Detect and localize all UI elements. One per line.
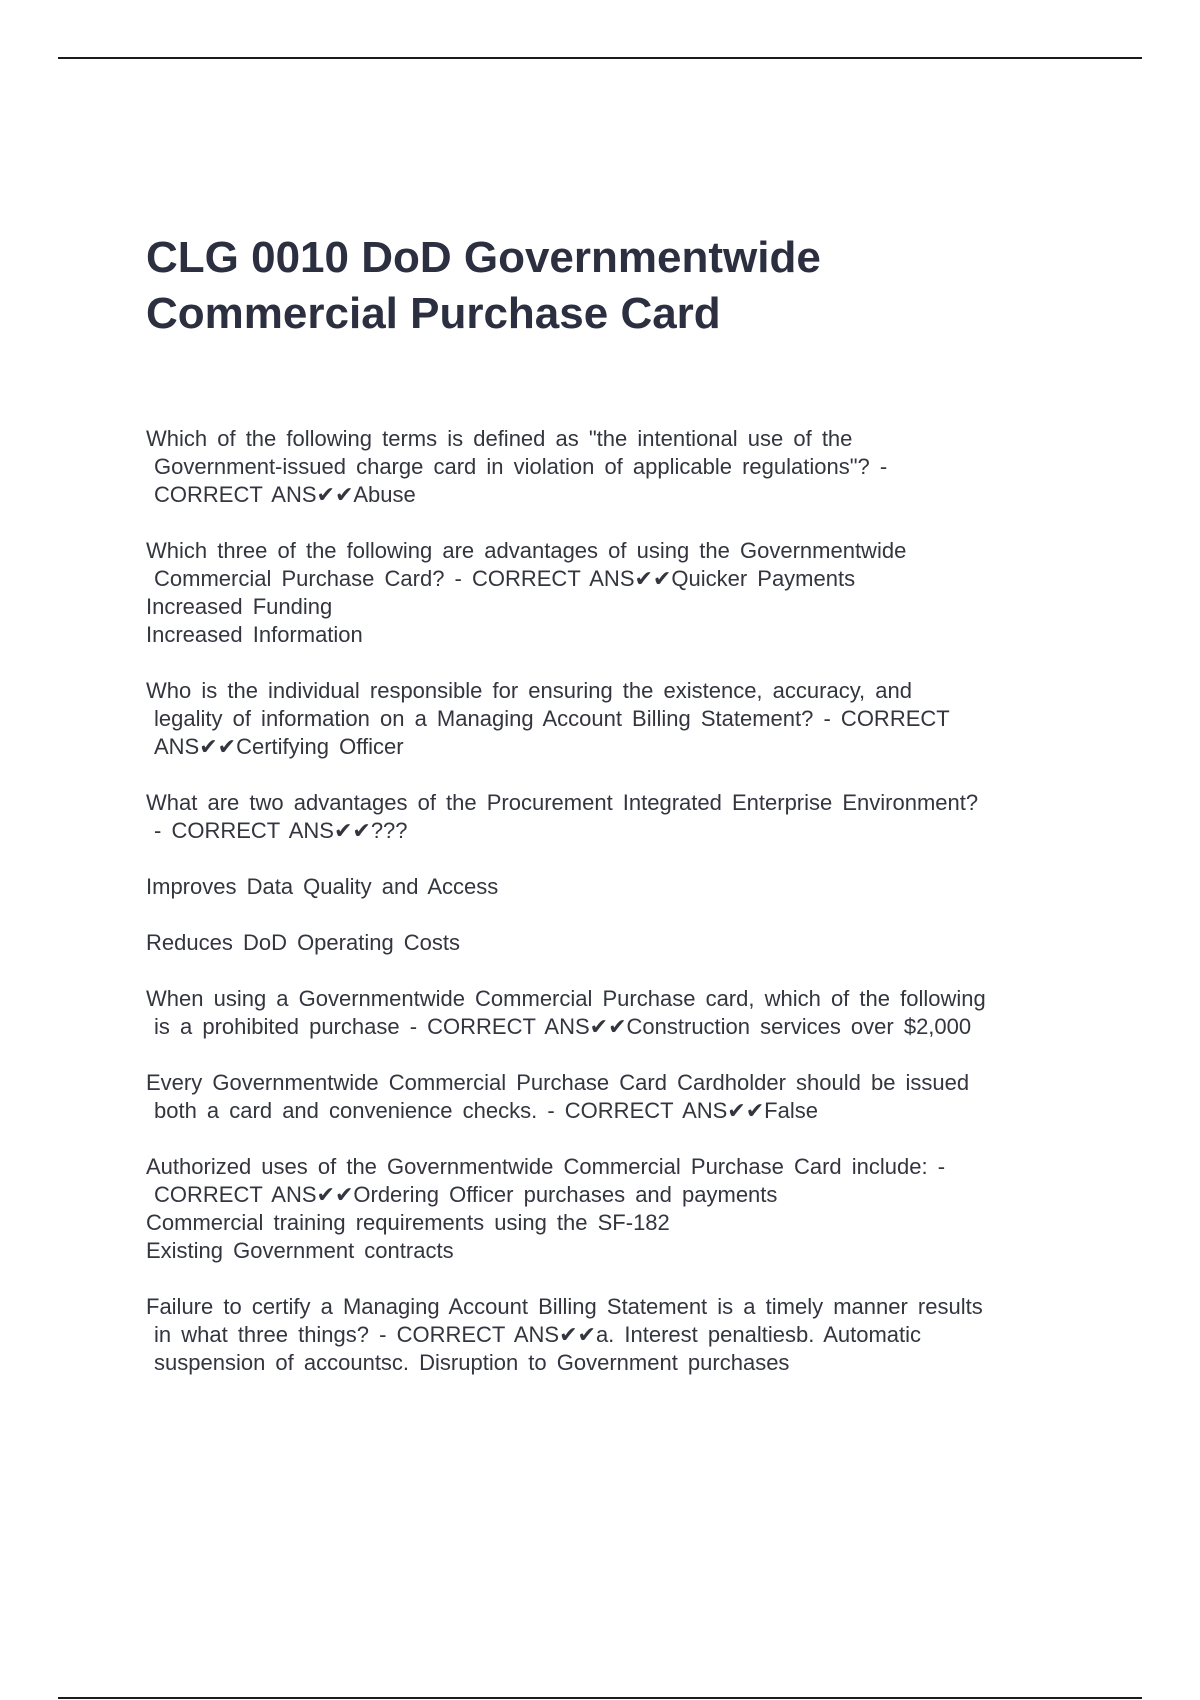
qa-line: Government-issued charge card in violation of applicable regulations"? - (154, 454, 888, 479)
qa-line: legality of information on a Managing Account Billing Statement? - CORRECT (154, 706, 950, 731)
qa-item-2 (146, 537, 1096, 649)
qa-line: CORRECT ANS✔✔Abuse (154, 482, 416, 507)
qa-line: What are two advantages of the Procurement Integrated Enterprise Environment? (146, 790, 979, 815)
document-title (146, 230, 1106, 342)
qa-line: Increased Information (146, 622, 363, 647)
qa-item-8 (146, 1069, 1096, 1125)
qa-line: When using a Governmentwide Commercial Purchase card, which of the following (146, 986, 986, 1011)
qa-line: ANS✔✔Certifying Officer (154, 734, 404, 759)
qa-line: - CORRECT ANS✔✔??? (154, 818, 408, 843)
qa-line: Reduces DoD Operating Costs (146, 930, 461, 955)
qa-line: is a prohibited purchase - CORRECT ANS✔✔Construction services over $2,000 (154, 1014, 972, 1039)
qa-line: Improves Data Quality and Access (146, 874, 499, 899)
qa-line: Commercial training requirements using the SF-182 (146, 1210, 670, 1235)
top-divider (58, 57, 1142, 59)
qa-line: both a card and convenience checks. - CORRECT ANS✔✔False (154, 1098, 818, 1123)
qa-list (146, 425, 1096, 1405)
qa-line: Authorized uses of the Governmentwide Commercial Purchase Card include: - (146, 1154, 946, 1179)
title-line: CLG 0010 DoD Governmentwide (146, 233, 821, 282)
qa-line: Increased Funding (146, 594, 333, 619)
qa-line: Who is the individual responsible for ensuring the existence, accuracy, and (146, 678, 912, 703)
qa-item-6 (146, 929, 1096, 957)
qa-line: CORRECT ANS✔✔Ordering Officer purchases and payments (154, 1182, 778, 1207)
qa-line: Which three of the following are advantages of using the Governmentwide (146, 538, 907, 563)
qa-item-3 (146, 677, 1096, 761)
qa-line: Commercial Purchase Card? - CORRECT ANS✔✔Quicker Payments (154, 566, 856, 591)
qa-item-4 (146, 789, 1096, 845)
qa-line: Failure to certify a Managing Account Billing Statement is a timely manner results (146, 1294, 983, 1319)
qa-line: suspension of accountsc. Disruption to Government purchases (154, 1350, 790, 1375)
qa-item-5 (146, 873, 1096, 901)
qa-item-9 (146, 1153, 1096, 1265)
qa-line: in what three things? - CORRECT ANS✔✔a. Interest penaltiesb. Automatic (154, 1322, 922, 1347)
qa-item-10 (146, 1293, 1096, 1377)
qa-line: Existing Government contracts (146, 1238, 454, 1263)
qa-item-1 (146, 425, 1096, 509)
qa-line: Which of the following terms is defined as "the intentional use of the (146, 426, 853, 451)
qa-item-7 (146, 985, 1096, 1041)
qa-line: Every Governmentwide Commercial Purchase Card Cardholder should be issued (146, 1070, 970, 1095)
bottom-divider (58, 1697, 1142, 1699)
title-line: Commercial Purchase Card (146, 289, 721, 338)
